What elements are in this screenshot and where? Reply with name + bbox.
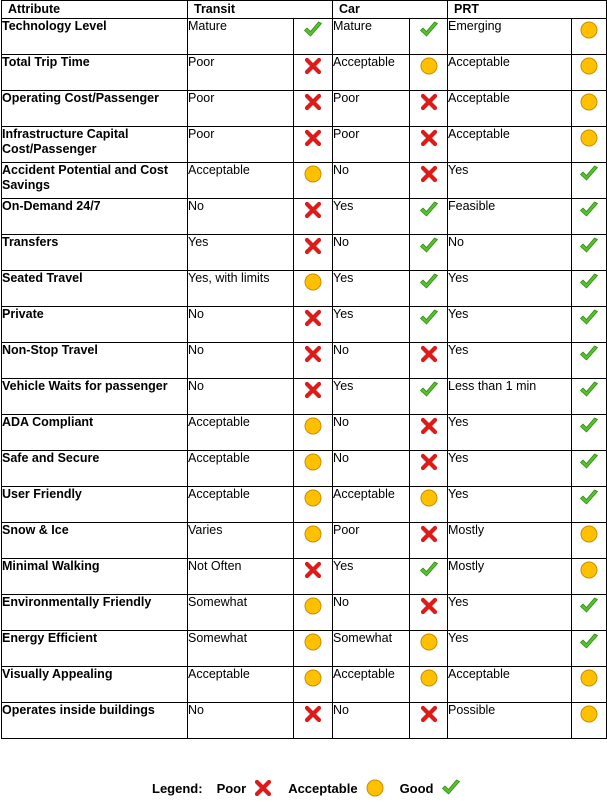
comparison-table	[1, 0, 607, 739]
circle-icon	[302, 523, 324, 545]
check-icon	[578, 595, 600, 617]
x-icon	[302, 127, 324, 149]
transit-rating	[294, 703, 333, 739]
prt-rating	[572, 451, 607, 487]
check-icon	[418, 19, 440, 41]
circle-icon	[578, 667, 600, 689]
car-rating	[410, 271, 448, 307]
prt-value: Yes	[448, 271, 572, 307]
check-icon	[578, 235, 600, 257]
transit-rating	[294, 631, 333, 667]
prt-value: Yes	[448, 487, 572, 523]
transit-value: No	[188, 343, 294, 379]
circle-icon	[578, 19, 600, 41]
attribute-cell: Environmentally Friendly	[2, 595, 188, 631]
car-value: Somewhat	[333, 631, 410, 667]
table-row	[2, 379, 607, 415]
prt-rating	[572, 379, 607, 415]
car-value: Poor	[333, 523, 410, 559]
prt-rating	[572, 487, 607, 523]
prt-rating	[572, 559, 607, 595]
header-car: Car	[333, 1, 448, 19]
car-value: No	[333, 163, 410, 199]
check-icon	[578, 343, 600, 365]
prt-value: Feasible	[448, 199, 572, 235]
circle-icon	[578, 559, 600, 581]
car-value: No	[333, 703, 410, 739]
car-value: No	[333, 415, 410, 451]
transit-value: Not Often	[188, 559, 294, 595]
car-value: Acceptable	[333, 487, 410, 523]
car-value: Yes	[333, 307, 410, 343]
car-value: No	[333, 235, 410, 271]
prt-value: Less than 1 min	[448, 379, 572, 415]
transit-value: Somewhat	[188, 631, 294, 667]
legend-good-label: Good	[399, 780, 434, 796]
x-icon	[418, 595, 440, 617]
transit-value: Acceptable	[188, 163, 294, 199]
attribute-cell: Accident Potential and Cost Savings	[2, 163, 188, 199]
car-rating	[410, 199, 448, 235]
prt-value: Mostly	[448, 523, 572, 559]
car-rating	[410, 595, 448, 631]
car-rating	[410, 559, 448, 595]
prt-value: Yes	[448, 415, 572, 451]
legend-title: Legend:	[152, 780, 203, 796]
prt-rating	[572, 127, 607, 163]
transit-rating	[294, 487, 333, 523]
attribute-cell: Safe and Secure	[2, 451, 188, 487]
transit-value: No	[188, 379, 294, 415]
transit-rating	[294, 559, 333, 595]
prt-value: Yes	[448, 631, 572, 667]
circle-icon	[302, 163, 324, 185]
attribute-cell: On-Demand 24/7	[2, 199, 188, 235]
car-rating	[410, 343, 448, 379]
circle-icon	[302, 271, 324, 293]
transit-value: Poor	[188, 127, 294, 163]
attribute-cell: Vehicle Waits for passenger	[2, 379, 188, 415]
prt-rating	[572, 271, 607, 307]
prt-rating	[572, 631, 607, 667]
check-icon	[578, 631, 600, 653]
transit-rating	[294, 19, 333, 55]
attribute-cell: Technology Level	[2, 19, 188, 55]
prt-rating	[572, 667, 607, 703]
circle-icon	[418, 55, 440, 77]
circle-icon	[578, 127, 600, 149]
car-value: Mature	[333, 19, 410, 55]
prt-rating	[572, 595, 607, 631]
attribute-cell: Infrastructure Capital Cost/Passenger	[2, 127, 188, 163]
circle-icon	[578, 523, 600, 545]
transit-value: Varies	[188, 523, 294, 559]
car-value: Acceptable	[333, 667, 410, 703]
transit-value: Somewhat	[188, 595, 294, 631]
car-value: Poor	[333, 127, 410, 163]
prt-value: Possible	[448, 703, 572, 739]
table-row	[2, 451, 607, 487]
table-row	[2, 595, 607, 631]
prt-value: Yes	[448, 451, 572, 487]
x-icon	[302, 379, 324, 401]
transit-rating	[294, 163, 333, 199]
attribute-cell: Total Trip Time	[2, 55, 188, 91]
car-rating	[410, 127, 448, 163]
prt-rating	[572, 19, 607, 55]
check-icon	[440, 777, 462, 799]
prt-rating	[572, 91, 607, 127]
transit-rating	[294, 379, 333, 415]
transit-value: Acceptable	[188, 667, 294, 703]
table-row	[2, 487, 607, 523]
prt-rating	[572, 307, 607, 343]
car-rating	[410, 631, 448, 667]
attribute-cell: User Friendly	[2, 487, 188, 523]
transit-value: Yes	[188, 235, 294, 271]
table-row	[2, 55, 607, 91]
prt-rating	[572, 703, 607, 739]
x-icon	[302, 235, 324, 257]
car-rating	[410, 451, 448, 487]
transit-value: Yes, with limits	[188, 271, 294, 307]
prt-value: Mostly	[448, 559, 572, 595]
table-row	[2, 523, 607, 559]
attribute-cell: ADA Compliant	[2, 415, 188, 451]
check-icon	[578, 199, 600, 221]
check-icon	[302, 19, 324, 41]
transit-rating	[294, 55, 333, 91]
transit-rating	[294, 415, 333, 451]
attribute-cell: Non-Stop Travel	[2, 343, 188, 379]
transit-rating	[294, 451, 333, 487]
circle-icon	[302, 595, 324, 617]
car-rating	[410, 703, 448, 739]
circle-icon	[418, 631, 440, 653]
prt-value: Yes	[448, 307, 572, 343]
table-row	[2, 667, 607, 703]
attribute-cell: Private	[2, 307, 188, 343]
prt-value: No	[448, 235, 572, 271]
legend	[152, 774, 476, 802]
transit-rating	[294, 91, 333, 127]
table-row	[2, 163, 607, 199]
table-row	[2, 559, 607, 595]
transit-value: Mature	[188, 19, 294, 55]
car-value: Yes	[333, 559, 410, 595]
car-rating	[410, 235, 448, 271]
table-row	[2, 307, 607, 343]
check-icon	[418, 235, 440, 257]
check-icon	[418, 199, 440, 221]
check-icon	[418, 307, 440, 329]
transit-rating	[294, 271, 333, 307]
transit-rating	[294, 127, 333, 163]
attribute-cell: Operating Cost/Passenger	[2, 91, 188, 127]
circle-icon	[418, 487, 440, 509]
x-icon	[418, 91, 440, 113]
prt-rating	[572, 55, 607, 91]
prt-rating	[572, 343, 607, 379]
table-row	[2, 343, 607, 379]
prt-value: Yes	[448, 343, 572, 379]
table-row	[2, 91, 607, 127]
x-icon	[418, 127, 440, 149]
x-icon	[302, 559, 324, 581]
check-icon	[578, 379, 600, 401]
x-icon	[302, 343, 324, 365]
car-rating	[410, 487, 448, 523]
table-row	[2, 703, 607, 739]
x-icon	[302, 55, 324, 77]
car-value: No	[333, 343, 410, 379]
circle-icon	[578, 91, 600, 113]
transit-rating	[294, 667, 333, 703]
transit-value: Poor	[188, 55, 294, 91]
car-value: No	[333, 595, 410, 631]
transit-rating	[294, 235, 333, 271]
table-row	[2, 235, 607, 271]
circle-icon	[418, 667, 440, 689]
x-icon	[418, 451, 440, 473]
transit-rating	[294, 343, 333, 379]
attribute-cell: Minimal Walking	[2, 559, 188, 595]
prt-rating	[572, 199, 607, 235]
x-icon	[418, 343, 440, 365]
prt-rating	[572, 235, 607, 271]
attribute-cell: Operates inside buildings	[2, 703, 188, 739]
prt-value: Emerging	[448, 19, 572, 55]
prt-value: Acceptable	[448, 55, 572, 91]
check-icon	[578, 163, 600, 185]
car-value: Yes	[333, 271, 410, 307]
check-icon	[578, 415, 600, 437]
transit-value: Poor	[188, 91, 294, 127]
x-icon	[418, 415, 440, 437]
circle-icon	[578, 703, 600, 725]
check-icon	[578, 271, 600, 293]
circle-icon	[302, 487, 324, 509]
x-icon	[418, 703, 440, 725]
legend-acceptable-label: Acceptable	[288, 780, 358, 796]
table-row	[2, 127, 607, 163]
car-value: No	[333, 451, 410, 487]
x-icon	[302, 307, 324, 329]
transit-rating	[294, 307, 333, 343]
check-icon	[578, 487, 600, 509]
x-icon	[252, 777, 274, 799]
transit-value: Acceptable	[188, 415, 294, 451]
transit-value: No	[188, 199, 294, 235]
check-icon	[418, 379, 440, 401]
header-row	[2, 1, 607, 19]
circle-icon	[302, 415, 324, 437]
prt-rating	[572, 523, 607, 559]
check-icon	[578, 451, 600, 473]
car-rating	[410, 307, 448, 343]
attribute-cell: Seated Travel	[2, 271, 188, 307]
prt-value: Yes	[448, 163, 572, 199]
car-rating	[410, 91, 448, 127]
circle-icon	[302, 451, 324, 473]
prt-value: Yes	[448, 595, 572, 631]
circle-icon	[578, 55, 600, 77]
transit-value: Acceptable	[188, 487, 294, 523]
prt-rating	[572, 415, 607, 451]
legend-poor-label: Poor	[216, 780, 247, 796]
x-icon	[302, 703, 324, 725]
table-row	[2, 271, 607, 307]
x-icon	[418, 523, 440, 545]
car-rating	[410, 55, 448, 91]
attribute-cell: Snow & Ice	[2, 523, 188, 559]
car-rating	[410, 19, 448, 55]
car-rating	[410, 667, 448, 703]
header-attribute: Attribute	[2, 1, 188, 19]
attribute-cell: Visually Appealing	[2, 667, 188, 703]
check-icon	[418, 559, 440, 581]
transit-rating	[294, 523, 333, 559]
transit-value: Acceptable	[188, 451, 294, 487]
table-row	[2, 631, 607, 667]
prt-value: Acceptable	[448, 127, 572, 163]
transit-rating	[294, 199, 333, 235]
table-row	[2, 199, 607, 235]
check-icon	[578, 307, 600, 329]
x-icon	[418, 163, 440, 185]
header-prt: PRT	[448, 1, 607, 19]
header-transit: Transit	[188, 1, 333, 19]
prt-rating	[572, 163, 607, 199]
car-rating	[410, 163, 448, 199]
table-row	[2, 19, 607, 55]
prt-value: Acceptable	[448, 91, 572, 127]
car-value: Yes	[333, 199, 410, 235]
car-rating	[410, 379, 448, 415]
circle-icon	[302, 667, 324, 689]
table-row	[2, 415, 607, 451]
circle-icon	[364, 777, 386, 799]
car-value: Acceptable	[333, 55, 410, 91]
x-icon	[302, 91, 324, 113]
check-icon	[418, 271, 440, 293]
car-value: Yes	[333, 379, 410, 415]
circle-icon	[302, 631, 324, 653]
transit-value: No	[188, 703, 294, 739]
attribute-cell: Energy Efficient	[2, 631, 188, 667]
car-rating	[410, 415, 448, 451]
transit-rating	[294, 595, 333, 631]
attribute-cell: Transfers	[2, 235, 188, 271]
x-icon	[302, 199, 324, 221]
car-value: Poor	[333, 91, 410, 127]
car-rating	[410, 523, 448, 559]
transit-value: No	[188, 307, 294, 343]
prt-value: Acceptable	[448, 667, 572, 703]
